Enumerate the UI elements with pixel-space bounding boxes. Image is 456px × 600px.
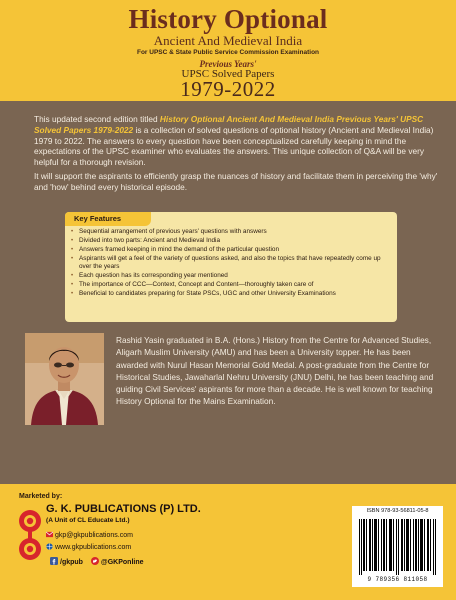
email-text: gkp@gkpublications.com [55, 532, 133, 539]
feature-item [71, 281, 393, 289]
feature-item [71, 255, 393, 272]
feature-text: Beneficial to candidates preparing for State PSCs, UGC and other University Examinations [79, 290, 336, 298]
gkp-logo [16, 509, 44, 563]
social-links [50, 557, 144, 566]
key-features-box [65, 212, 397, 322]
marketed-by-label: Marketed by: [19, 493, 63, 500]
intro-book-title: History Optional Ancient And Medieval India Previous Years' UPSC Solved Papers 1979-2022 [34, 114, 424, 135]
publisher-unit: (A Unit of CL Educate Ltd.) [46, 517, 130, 524]
facebook-link[interactable] [50, 559, 83, 566]
email-icon [46, 531, 53, 538]
isbn-label: ISBN 978-93-56811-05-8 [366, 508, 429, 514]
author-photo [25, 333, 104, 425]
book-title: History Optional [128, 4, 328, 34]
twitter-icon [91, 557, 99, 565]
feature-item [71, 228, 393, 236]
website-text: www.gkpublications.com [55, 544, 132, 551]
key-features-title: Key Features [65, 212, 151, 226]
barcode-icon [358, 519, 437, 575]
intro-paragraph-2: It will support the aspirants to efficiently grasp the nuances of history and facilitate them in perceiving the 'why' and 'how' behind every historical episode. [34, 171, 438, 192]
feature-item [71, 246, 393, 254]
feature-item [71, 237, 393, 245]
bullet-icon: • [71, 273, 74, 280]
isbn-block [352, 506, 443, 587]
bullet-icon: • [71, 238, 74, 244]
feature-text: Aspirants will get a feel of the variety of questions asked, and also the topics that have repeatedly come up over the years [79, 255, 381, 271]
twitter-handle: @GKPonline [100, 559, 144, 566]
book-subtitle: Ancient And Medieval India [153, 33, 303, 48]
feature-text: Divided into two parts: Ancient and Medieval India [79, 237, 221, 244]
bullet-icon: • [71, 282, 74, 289]
twitter-link[interactable] [91, 559, 144, 566]
feature-text: Sequential arrangement of previous years' questions with answers [79, 228, 267, 235]
bullet-icon: • [71, 291, 74, 298]
publisher-name: G. K. PUBLICATIONS (P) LTD. [46, 503, 201, 515]
publisher-email[interactable] [46, 531, 133, 539]
key-features-list [71, 228, 393, 299]
intro-text-end: is a collection of solved questions of optional history (Ancient and Medieval India) 1979 to 2022. The answers to every question have been conceptualized carefully keeping in mind the expectations of the UPSC examiner who evaluates the answers. This unique collection of Q&A will be very helpful for a thorough revision. [34, 124, 434, 168]
previous-years-label: Previous Years' [199, 59, 257, 69]
publisher-website[interactable] [46, 543, 131, 551]
feature-text: Each question has its corresponding year mentioned [79, 272, 228, 280]
intro-paragraph-1 [34, 114, 438, 168]
cover-header [0, 0, 456, 101]
barcode-number: 9 789356 811058 [367, 576, 428, 583]
facebook-icon [50, 557, 58, 565]
globe-icon [46, 543, 53, 550]
bullet-icon: • [71, 229, 74, 235]
year-range: 1979-2022 [180, 77, 276, 101]
feature-item [71, 290, 393, 298]
feature-text: Answers framed keeping in mind the demand of the particular question [79, 246, 279, 253]
facebook-handle: /gkpub [60, 559, 83, 566]
feature-text: The importance of CCC—Context, Concept and Content—thoroughly taken care of [79, 281, 314, 289]
gkp-logo-icon [16, 509, 44, 563]
author-bio: Rashid Yasin graduated in B.A. (Hons.) History from the Centre for Advanced Studies, Aligarh Muslim University (AMU) and has been a University topper. He has been awarded with Nurul Hasan Memorial Gold Medal. A post-graduate from the Centre for Historical Studies, Jawaharlal Nehru University (JNU) Delhi, he has been teaching and guiding Civil Services' aspirants for more than a decade. He is well known for teaching History Optional for the Mains Examination. [116, 335, 434, 407]
author-portrait-icon [25, 333, 104, 425]
solved-papers-label: UPSC Solved Papers [181, 68, 275, 80]
intro-text-start: This updated second edition titled [34, 114, 160, 124]
bullet-icon: • [71, 247, 74, 253]
feature-item [71, 272, 393, 280]
exam-line: For UPSC & State Public Service Commission Examination [136, 49, 320, 56]
bullet-icon: • [71, 256, 74, 262]
